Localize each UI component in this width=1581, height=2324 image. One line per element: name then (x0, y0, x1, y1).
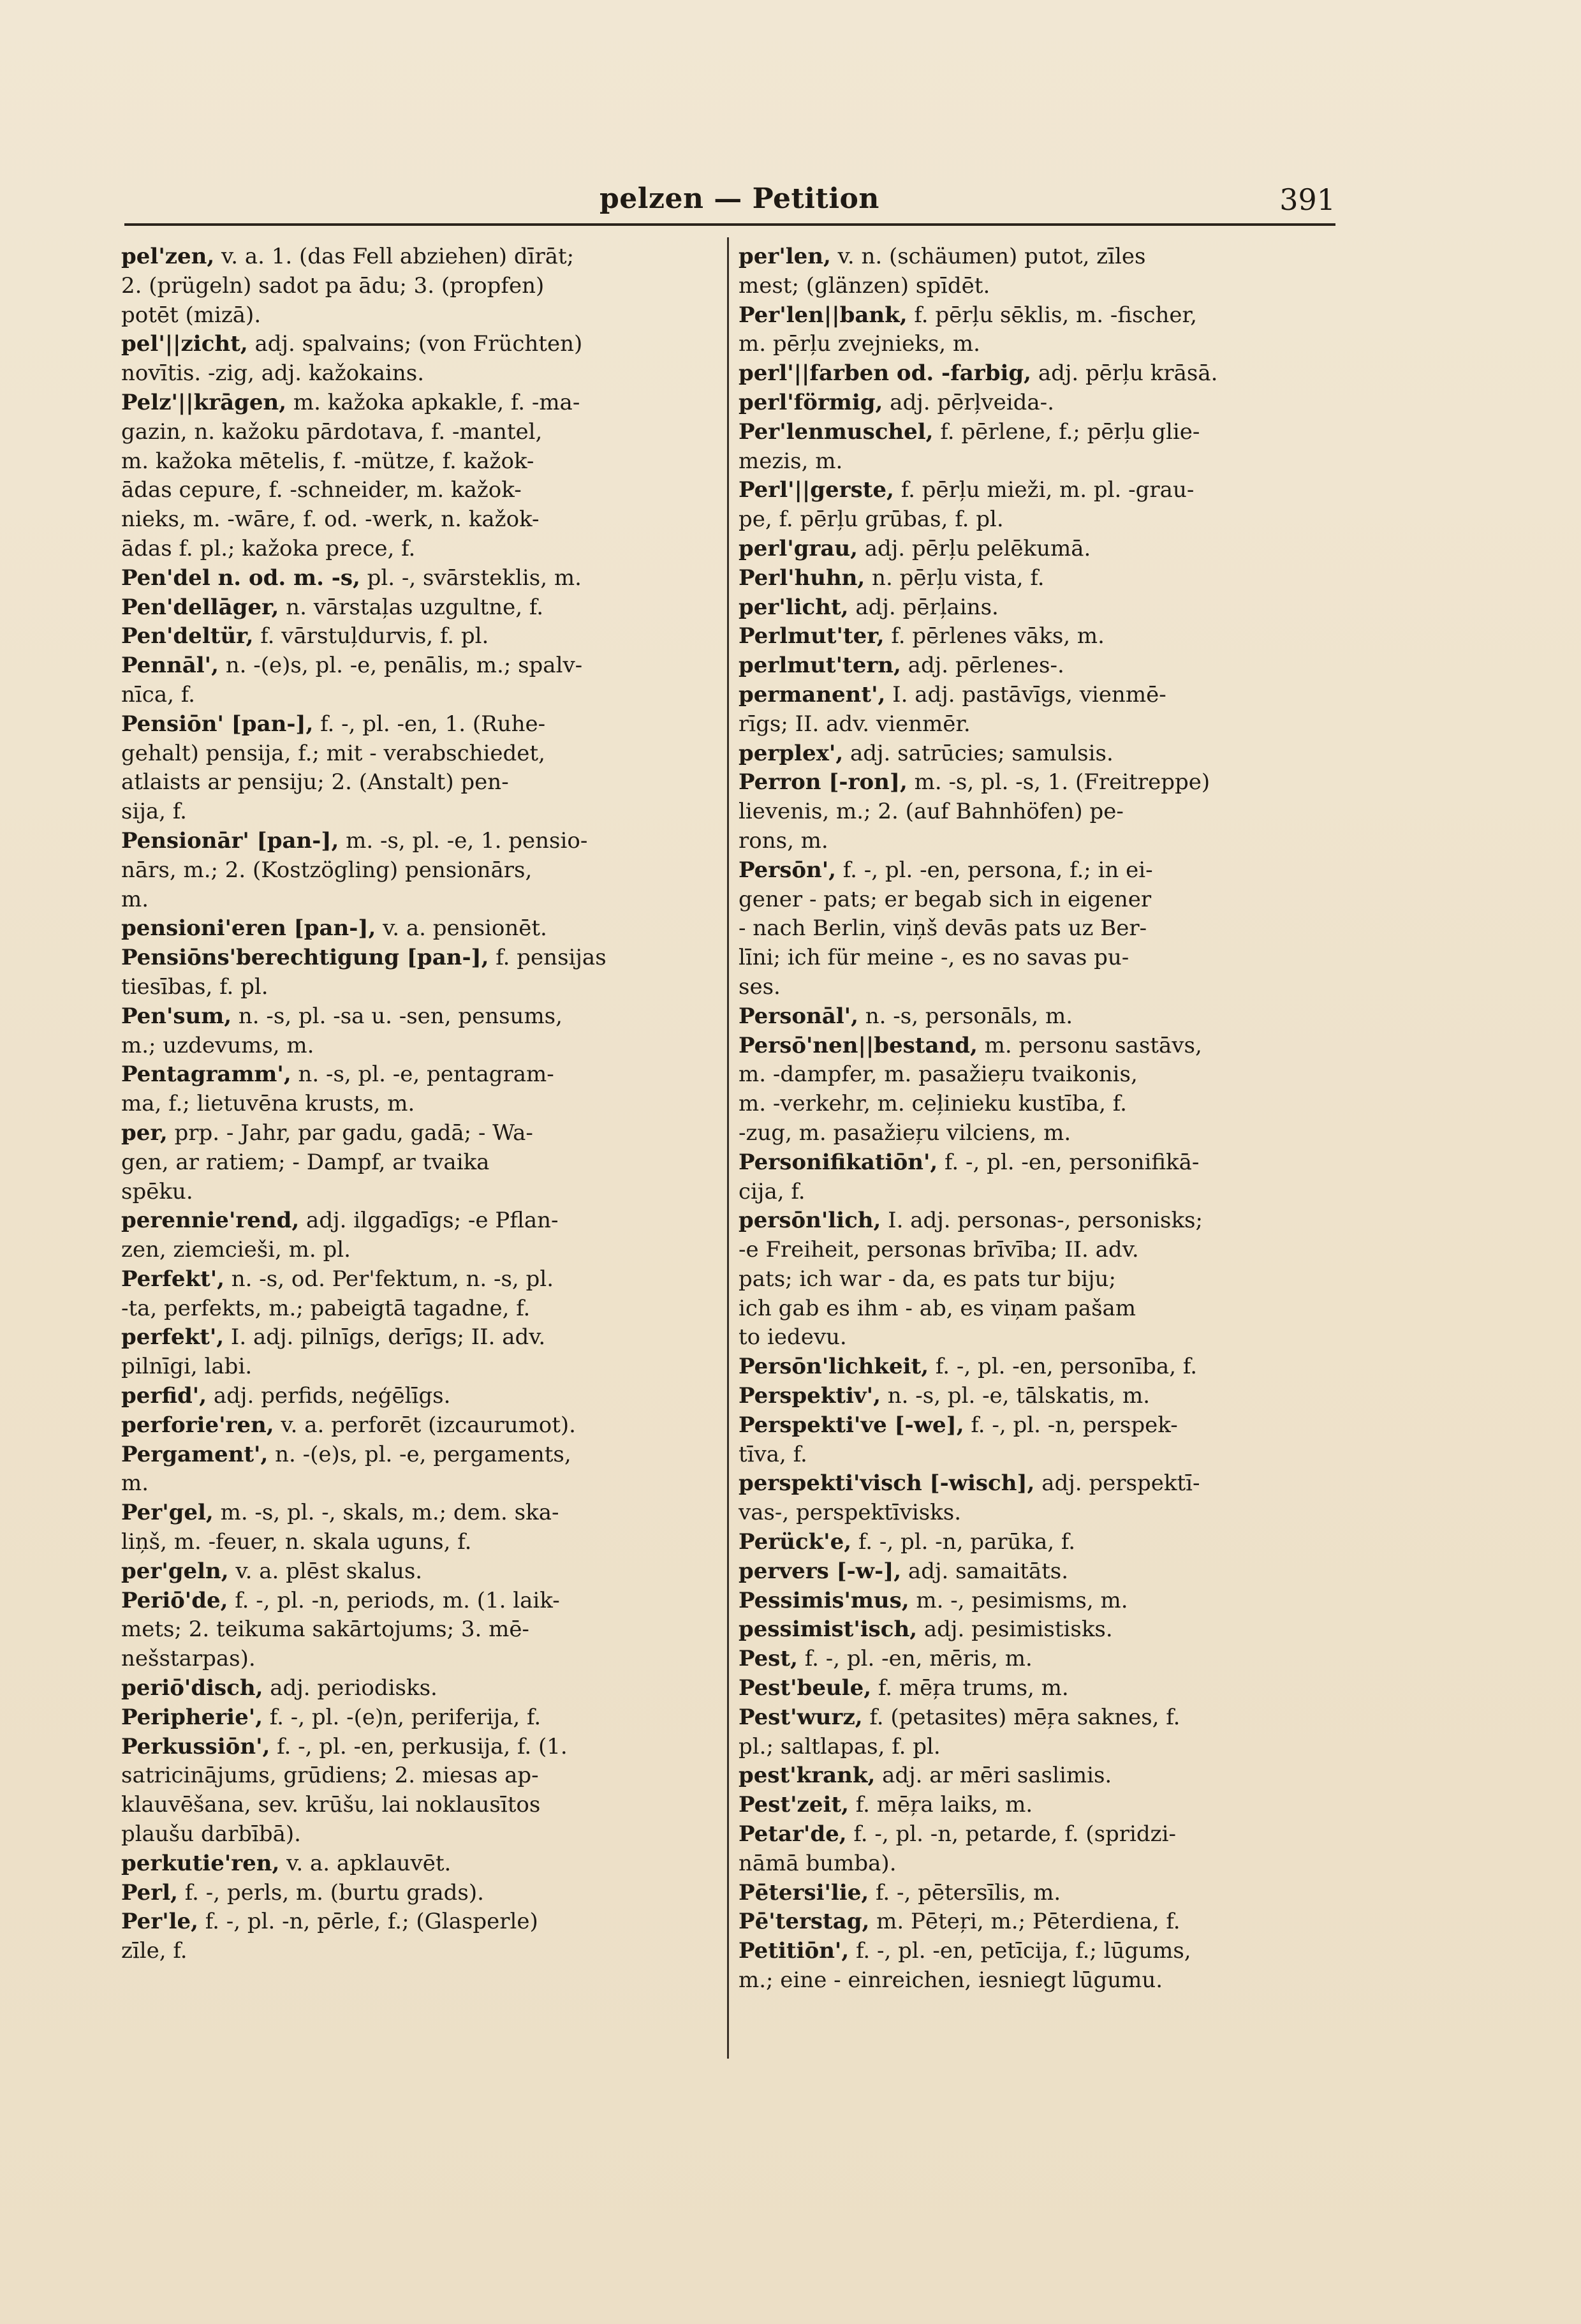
dictionary-entry (739, 681, 1335, 739)
dictionary-entry (121, 1907, 717, 1966)
entry-line: per'geln, v. a. plēst skalus. (121, 1558, 423, 1584)
left-column (121, 242, 717, 1966)
headword: Perück'e, (739, 1529, 852, 1555)
entry-line: to iedevu. (739, 1324, 847, 1351)
dictionary-entry (739, 768, 1335, 855)
dictionary-entry (121, 1002, 717, 1061)
entry-line: Perl, f. -, perls, m. (burtu grads). (121, 1879, 484, 1906)
headword: Perkussiōn', (121, 1733, 270, 1759)
entry-line: gazin, n. kažoku pārdotava, f. -mantel, (121, 418, 543, 445)
entry-line: zīle, f. (121, 1938, 188, 1964)
page-header (124, 179, 1335, 226)
dictionary-entry (121, 1557, 717, 1587)
headword: Per'le, (121, 1909, 198, 1935)
entry-line: Per'gel, m. -s, pl. -, skals, m.; dem. ska- (121, 1500, 559, 1526)
headword: Pen'del n. od. m. -s, (121, 565, 360, 591)
entry-line: Perspektiv', n. -s, pl. -e, tālskatis, m. (739, 1383, 1151, 1409)
dictionary-entry (739, 389, 1335, 418)
entry-line: pensioni'eren [pan-], v. a. pensionēt. (121, 915, 547, 942)
entry-line: pest'krank, adj. ar mēri saslimis. (739, 1763, 1112, 1789)
dictionary-entry (121, 914, 717, 944)
headword: Persōn', (739, 857, 836, 883)
entry-line: Persōn', f. -, pl. -en, persona, f.; in ei- (739, 857, 1153, 883)
entry-line: Personifikatiōn', f. -, pl. -en, personifikā- (739, 1149, 1200, 1175)
headword: Pergament', (121, 1441, 268, 1467)
entry-line: perl'förmig, adj. pērļveida-. (739, 389, 1054, 415)
headword: Personāl', (739, 1003, 858, 1029)
headword: Pest'wurz, (739, 1704, 863, 1730)
headword: Pessimis'mus, (739, 1587, 909, 1613)
entry-line: Pest'wurz, f. (petasites) mēŗa saknes, f. (739, 1704, 1180, 1730)
entry-line: nieks, m. -wāre, f. od. -werk, n. kažok- (121, 507, 540, 533)
headword: perforie'ren, (121, 1412, 274, 1438)
entry-line: periō'disch, adj. periodisks. (121, 1675, 438, 1701)
headword: Perspekti've [-we], (739, 1412, 964, 1438)
dictionary-entry (121, 1382, 717, 1411)
entry-line: Periō'de, f. -, pl. -n, periods, m. (1. laik- (121, 1587, 560, 1613)
dictionary-entry (739, 1615, 1335, 1645)
entry-line: Pensiōns'berechtigung [pan-], f. pensijas (121, 945, 607, 971)
entry-line: mezis, m. (739, 448, 843, 474)
entry-line: zen, ziemcieši, m. pl. (121, 1237, 351, 1263)
dictionary-entry (739, 1528, 1335, 1557)
headword: perfid', (121, 1383, 207, 1409)
headword: per'licht, (739, 594, 849, 620)
entry-line: Perl'||gerste, f. pērļu mieži, m. pl. -grau- (739, 477, 1195, 503)
headword: periō'disch, (121, 1675, 263, 1701)
headword: perl'förmig, (739, 389, 883, 415)
entry-line: Perück'e, f. -, pl. -n, parūka, f. (739, 1529, 1076, 1555)
dictionary-entry (739, 1674, 1335, 1703)
headword: pervers [-w-], (739, 1558, 902, 1584)
headword: Pē'terstag, (739, 1909, 870, 1935)
dictionary-entry (739, 1032, 1335, 1148)
entry-line: Perl'huhn, n. pērļu vista, f. (739, 565, 1045, 591)
entry-line: 2. (prügeln) sadot pa ādu; 3. (propfen) (121, 272, 545, 299)
entry-line: Pen'deltür, f. vārstuļdurvis, f. pl. (121, 623, 489, 649)
right-column (739, 242, 1335, 1995)
entry-line: gen, ar ratiem; - Dampf, ar tvaika (121, 1149, 490, 1175)
entry-line: rīgs; II. adv. vienmēr. (739, 711, 971, 737)
entry-line: -zug, m. pasažieŗu vilciens, m. (739, 1120, 1071, 1146)
entry-line: perfid', adj. perfids, neģēlīgs. (121, 1383, 451, 1409)
headword: perfekt', (121, 1324, 224, 1351)
headword: pensioni'eren [pan-], (121, 915, 376, 942)
entry-line: perkutie'ren, v. a. apklauvēt. (121, 1850, 452, 1876)
dictionary-entry (121, 1206, 717, 1265)
headword: Perl, (121, 1879, 178, 1906)
entry-line: perennie'rend, adj. ilggadīgs; -e Pflan- (121, 1208, 559, 1234)
entry-line: Pessimis'mus, m. -, pesimisms, m. (739, 1587, 1128, 1613)
dictionary-entry (739, 476, 1335, 535)
headword: per'geln, (121, 1558, 229, 1584)
entry-line: mest; (glänzen) spīdēt. (739, 272, 990, 299)
entry-line: pel'||zicht, adj. spalvains; (von Früchten) (121, 331, 583, 357)
entry-line: ma, f.; lietuvēna krusts, m. (121, 1091, 415, 1117)
dictionary-entry (739, 564, 1335, 593)
entry-line: perspekti'visch [-wisch], adj. perspektī- (739, 1470, 1200, 1497)
entry-line: ses. (739, 973, 781, 1000)
dictionary-entry (121, 1119, 717, 1206)
entry-line: -e Freiheit, personas brīvība; II. adv. (739, 1237, 1139, 1263)
entry-line: Pensiōn' [pan-], f. -, pl. -en, 1. (Ruhe- (121, 711, 546, 737)
dictionary-entry (121, 1674, 717, 1703)
entry-line: Peripherie', f. -, pl. -(e)n, periferija, f. (121, 1704, 541, 1730)
dictionary-entry (739, 359, 1335, 389)
entry-line: m.; eine - einreichen, iesniegt lūgumu. (739, 1967, 1163, 1994)
dictionary-entry (121, 651, 717, 710)
headword: pest'krank, (739, 1763, 876, 1789)
entry-line: plaušu darbībā). (121, 1821, 301, 1847)
entry-line: Personāl', n. -s, personāls, m. (739, 1003, 1073, 1029)
dictionary-entry (739, 535, 1335, 564)
entry-line: m. -verkehr, m. ceļinieku kustība, f. (739, 1091, 1127, 1117)
entry-line: pe, f. pērļu grūbas, f. pl. (739, 507, 1004, 533)
entry-line: liņš, m. -feuer, n. skala uguns, f. (121, 1529, 472, 1555)
headword: pel'zen, (121, 244, 215, 269)
dictionary-entry (739, 1791, 1335, 1820)
dictionary-entry (739, 651, 1335, 681)
entry-line: Persōn'lichkeit, f. -, pl. -en, personība, f. (739, 1354, 1197, 1380)
headword: Perspektiv', (739, 1383, 881, 1409)
headword: perl'||farben od. -farbig, (739, 360, 1032, 387)
headword: perl'grau, (739, 535, 858, 561)
dictionary-entry (121, 389, 717, 564)
entry-line: - nach Berlin, viņš devās pats uz Ber- (739, 915, 1147, 942)
entry-line: Pergament', n. -(e)s, pl. -e, pergaments, (121, 1441, 571, 1467)
entry-line: pel'zen, v. a. 1. (das Fell abziehen) dīrāt; (121, 244, 575, 269)
dictionary-entry (121, 1060, 717, 1119)
headword: Pensiōns'berechtigung [pan-], (121, 945, 489, 971)
headword: perspekti'visch [-wisch], (739, 1470, 1035, 1497)
entry-line: Petitiōn', f. -, pl. -en, petīcija, f.; lūgums, (739, 1938, 1191, 1964)
headword: perkutie'ren, (121, 1850, 280, 1876)
entry-line: nāmā bumba). (739, 1850, 897, 1876)
headword: Pest, (739, 1646, 798, 1672)
entry-line: rons, m. (739, 827, 828, 854)
entry-line: Pest'beule, f. mēŗa trums, m. (739, 1675, 1069, 1701)
entry-line: pilnīgi, labi. (121, 1354, 253, 1380)
dictionary-entry (739, 1820, 1335, 1879)
headword: perlmut'tern, (739, 653, 901, 679)
entry-line: Pensionār' [pan-], m. -s, pl. -e, 1. pensio- (121, 827, 588, 854)
entry-line: spēku. (121, 1178, 193, 1204)
entry-line: m. pērļu zvejnieks, m. (739, 331, 980, 357)
entry-line: Pelz'||krāgen, m. kažoka apkakle, f. -ma- (121, 389, 580, 415)
entry-line: per'len, v. n. (schäumen) putot, zīles (739, 244, 1146, 269)
entry-line: Per'lenmuschel, f. pērlene, f.; pērļu glie- (739, 418, 1200, 445)
entry-line: pessimist'isch, adj. pesimistisks. (739, 1617, 1113, 1643)
entry-line: perl'||farben od. -farbig, adj. pērļu krāsā. (739, 360, 1218, 387)
entry-line: perplex', adj. satrūcies; samulsis. (739, 740, 1114, 766)
entry-line: cija, f. (739, 1178, 805, 1204)
entry-line: nešstarpas). (121, 1646, 256, 1672)
entry-line: nārs, m.; 2. (Kostzögling) pensionārs, (121, 857, 533, 883)
headword: Per'lenmuschel, (739, 418, 934, 445)
entry-line: Pen'sum, n. -s, pl. -sa u. -sen, pensums, (121, 1003, 563, 1029)
entry-line: tiesības, f. pl. (121, 973, 268, 1000)
entry-line: Perkussiōn', f. -, pl. -en, perkusija, f. (1. (121, 1733, 568, 1759)
dictionary-entry (739, 1937, 1335, 1995)
entry-line: līni; ich für meine -, es no savas pu- (739, 945, 1129, 971)
dictionary-entry (121, 1879, 717, 1908)
dictionary-entry (121, 827, 717, 914)
entry-line: Pest, f. -, pl. -en, mēris, m. (739, 1646, 1033, 1672)
dictionary-entry (121, 1411, 717, 1440)
dictionary-entry (121, 710, 717, 827)
headword: pessimist'isch, (739, 1617, 918, 1643)
headword: Perl'huhn, (739, 565, 865, 591)
entry-line: potēt (mizā). (121, 302, 261, 328)
dictionary-entry (739, 242, 1335, 301)
headword: Pen'sum, (121, 1003, 232, 1029)
entry-line: ādas cepure, f. -schneider, m. kažok- (121, 477, 522, 503)
headword: Pensionār' [pan-], (121, 827, 339, 854)
entry-line: atlaists ar pensiju; 2. (Anstalt) pen- (121, 769, 509, 796)
headword: Persōn'lichkeit, (739, 1354, 929, 1380)
headword: perennie'rend, (121, 1208, 300, 1234)
entry-line: perl'grau, adj. pērļu pelēkumā. (739, 535, 1091, 561)
headword: Pennāl', (121, 653, 219, 679)
dictionary-entry (739, 593, 1335, 623)
headword: Pelz'||krāgen, (121, 389, 287, 415)
entry-line: Perfekt', n. -s, od. Per'fektum, n. -s, pl. (121, 1266, 554, 1292)
entry-line: sija, f. (121, 799, 187, 825)
entry-line: pervers [-w-], adj. samaitāts. (739, 1558, 1069, 1584)
entry-line: m. kažoka mētelis, f. -mütze, f. kažok- (121, 448, 534, 474)
headword: perplex', (739, 740, 844, 766)
entry-line: per, prp. - Jahr, par gadu, gadā; - Wa- (121, 1120, 533, 1146)
dictionary-entry (121, 593, 717, 623)
headword: Persō'nen||bestand, (739, 1032, 978, 1058)
entry-line: nīca, f. (121, 681, 195, 707)
dictionary-entry (121, 1499, 717, 1557)
headword: Perron [-ron], (739, 769, 908, 796)
entry-line: m.; uzdevums, m. (121, 1032, 314, 1058)
headword: persōn'lich, (739, 1208, 881, 1234)
entry-line: pats; ich war - da, es pats tur biju; (739, 1266, 1116, 1292)
entry-line: pl.; saltlapas, f. pl. (739, 1733, 941, 1759)
entry-line: gener - pats; er begab sich in eigener (739, 886, 1152, 912)
headword: Pest'beule, (739, 1675, 872, 1701)
dictionary-entry (121, 1440, 717, 1499)
headword: Personifikatiōn', (739, 1149, 938, 1175)
entry-line: m. (121, 1470, 149, 1497)
entry-line: Petar'de, f. -, pl. -n, petarde, f. (spridzi- (739, 1821, 1176, 1847)
dictionary-entry (739, 1645, 1335, 1674)
headword: Pentagramm', (121, 1062, 291, 1088)
entry-line: Persō'nen||bestand, m. personu sastāvs, (739, 1032, 1202, 1058)
headword: Per'gel, (121, 1500, 214, 1526)
dictionary-entry (121, 564, 717, 593)
dictionary-entry (121, 944, 717, 1002)
entry-line: ādas f. pl.; kažoka prece, f. (121, 535, 416, 561)
dictionary-entry (121, 330, 717, 389)
dictionary-entry (739, 1557, 1335, 1587)
headword: Pētersi'lie, (739, 1879, 869, 1906)
headword: Petar'de, (739, 1821, 847, 1847)
dictionary-entry (739, 1907, 1335, 1937)
entry-line: per'licht, adj. pērļains. (739, 594, 999, 620)
dictionary-entry (739, 856, 1335, 1002)
dictionary-entry (739, 1469, 1335, 1528)
headword: per'len, (739, 244, 831, 269)
dictionary-entry (121, 622, 717, 651)
headword: per, (121, 1120, 168, 1146)
entry-line: Perlmut'ter, f. pērlenes vāks, m. (739, 623, 1105, 649)
dictionary-entry (739, 1411, 1335, 1470)
dictionary-entry (739, 622, 1335, 651)
headword: Periō'de, (121, 1587, 228, 1613)
headword: permanent', (739, 681, 886, 707)
headword: Per'len||bank, (739, 302, 908, 328)
dictionary-entry (739, 739, 1335, 769)
dictionary-entry (739, 1879, 1335, 1908)
headword: Perlmut'ter, (739, 623, 885, 649)
entry-line: perfekt', I. adj. pilnīgs, derīgs; II. adv. (121, 1324, 546, 1351)
entry-line: persōn'lich, I. adj. personas-, personisks; (739, 1208, 1203, 1234)
entry-line: lievenis, m.; 2. (auf Bahnhöfen) pe- (739, 799, 1124, 825)
entry-line: Pētersi'lie, f. -, pētersīlis, m. (739, 1879, 1061, 1906)
dictionary-entry (739, 1206, 1335, 1352)
headword: Pest'zeit, (739, 1792, 849, 1818)
entry-line: Perron [-ron], m. -s, pl. -s, 1. (Freitreppe) (739, 769, 1210, 796)
entry-line: klauvēšana, sev. krūšu, lai noklausītos (121, 1792, 541, 1818)
dictionary-entry (739, 418, 1335, 477)
dictionary-entry (739, 1352, 1335, 1382)
entry-line: perlmut'tern, adj. pērlenes-. (739, 653, 1064, 679)
dictionary-entry (739, 1587, 1335, 1616)
entry-line: permanent', I. adj. pastāvīgs, vienmē- (739, 681, 1166, 707)
entry-line: Pen'dellāger, n. vārstaļas uzgultne, f. (121, 594, 544, 620)
entry-line: m. (121, 886, 149, 912)
column-divider (727, 237, 729, 2059)
dictionary-entry (121, 242, 717, 330)
entry-line: Pen'del n. od. m. -s, pl. -, svārsteklis, m. (121, 565, 582, 591)
entry-line: -ta, perfekts, m.; pabeigtā tagadne, f. (121, 1295, 531, 1321)
dictionary-entry (739, 301, 1335, 360)
dictionary-entry (739, 1002, 1335, 1032)
headword: pel'||zicht, (121, 331, 248, 357)
dictionary-entry (739, 1703, 1335, 1762)
entry-line: Pennāl', n. -(e)s, pl. -e, penālis, m.; spalv- (121, 653, 583, 679)
dictionary-entry (121, 1323, 717, 1382)
dictionary-entry (121, 1849, 717, 1879)
headword: Perl'||gerste, (739, 477, 894, 503)
dictionary-entry (121, 1703, 717, 1733)
entry-line: perforie'ren, v. a. perforēt (izcaurumot). (121, 1412, 576, 1438)
entry-line: mets; 2. teikuma sakārtojums; 3. mē- (121, 1617, 529, 1643)
headword: Pen'dellāger, (121, 594, 279, 620)
headword: Peripherie', (121, 1704, 263, 1730)
dictionary-entry (121, 1587, 717, 1674)
headword: Perfekt', (121, 1266, 224, 1292)
entry-line: vas-, perspektīvisks. (739, 1500, 962, 1526)
entry-line: Per'len||bank, f. pērļu sēklis, m. -fischer, (739, 302, 1197, 328)
entry-line: ich gab es ihm - ab, es viņam pašam (739, 1295, 1136, 1321)
headword: Pensiōn' [pan-], (121, 711, 314, 737)
running-head: pelzen — Petition (599, 182, 879, 215)
dictionary-entry (121, 1265, 717, 1324)
dictionary-entry (121, 1733, 717, 1849)
entry-line: Pentagramm', n. -s, pl. -e, pentagram- (121, 1062, 554, 1088)
entry-line: m. -dampfer, m. pasažieŗu tvaikonis, (739, 1062, 1138, 1088)
entry-line: Perspekti've [-we], f. -, pl. -n, perspek- (739, 1412, 1178, 1438)
entry-line: Pest'zeit, f. mēŗa laiks, m. (739, 1792, 1033, 1818)
entry-line: Pē'terstag, m. Pēteŗi, m.; Pēterdiena, f. (739, 1909, 1180, 1935)
entry-line: gehalt) pensija, f.; mit - verabschiedet, (121, 740, 545, 766)
headword: Pen'deltür, (121, 623, 254, 649)
headword: Petitiōn', (739, 1938, 849, 1964)
entry-line: tīva, f. (739, 1441, 807, 1467)
entry-line: satricinājums, grūdiens; 2. miesas ap- (121, 1763, 539, 1789)
dictionary-entry (739, 1148, 1335, 1207)
dictionary-entry (739, 1382, 1335, 1411)
page-number: 391 (1279, 182, 1335, 217)
entry-line: novītis. -zig, adj. kažokains. (121, 360, 425, 387)
dictionary-entry (739, 1761, 1335, 1791)
entry-line: Per'le, f. -, pl. -n, pērle, f.; (Glasperle) (121, 1909, 538, 1935)
